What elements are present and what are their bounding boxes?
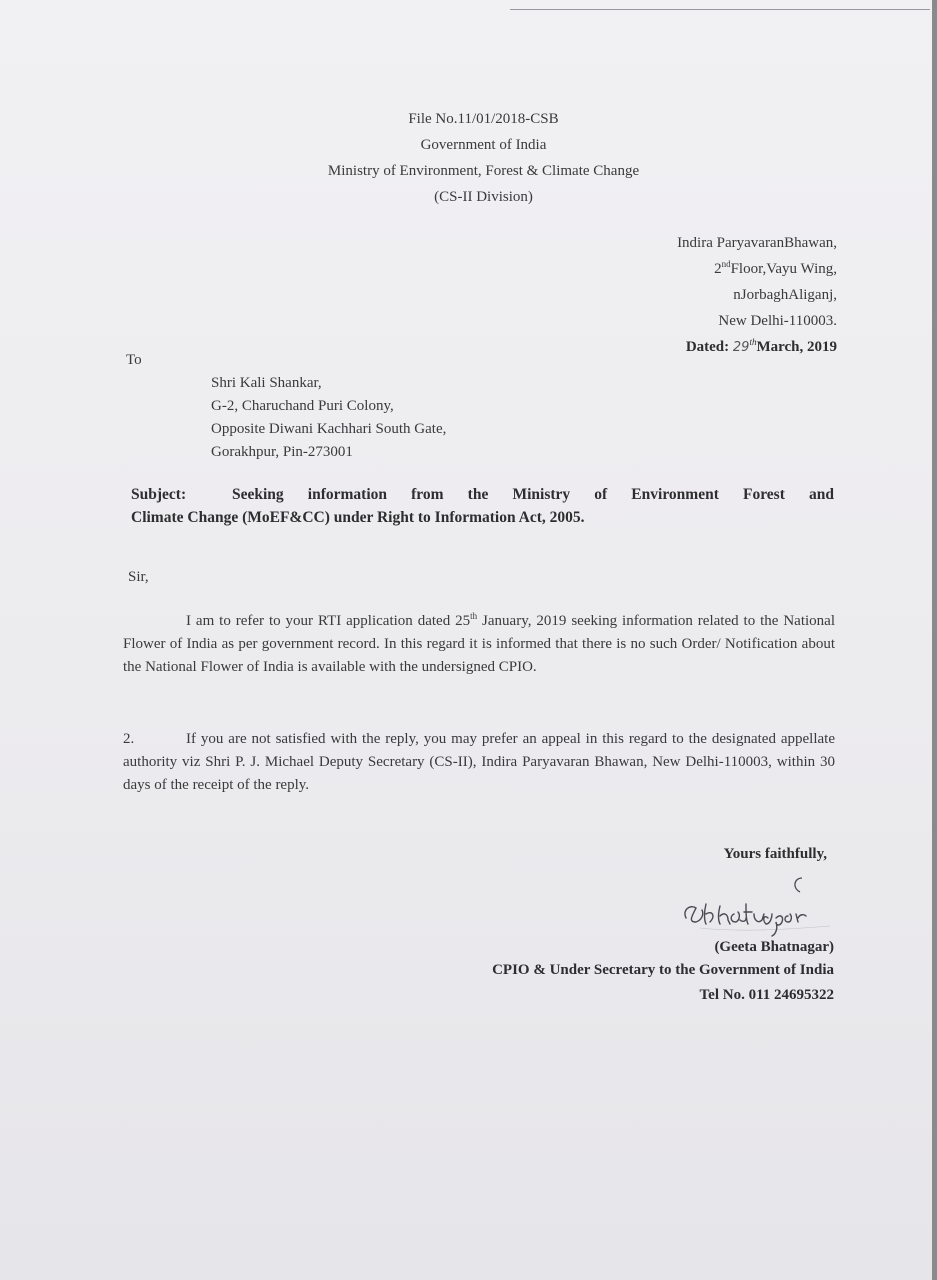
letter-header xyxy=(0,106,937,210)
paragraph-1 xyxy=(123,610,835,679)
file-number: File No.11/01/2018-CSB xyxy=(408,111,559,127)
signature xyxy=(680,870,850,940)
signatory-designation: CPIO & Under Secretary to the Government of India xyxy=(492,962,834,978)
para1-suffix: th xyxy=(470,611,478,621)
dated-label: Dated: xyxy=(685,339,730,355)
para1-text-b: January, 2019 seeking information related to the National Flower of India as per government record. In this regard it is informed that there is no such Order/ Notification about the National Flower of India is available with the undersigned CPIO. xyxy=(123,613,836,675)
address-line-1: Indira ParyavaranBhawan, xyxy=(677,235,837,251)
recipient-line-2: G-2, Charuchand Puri Colony, xyxy=(211,398,394,414)
dated-day: 29 xyxy=(732,340,750,355)
floor-number: 2 xyxy=(714,261,722,277)
subject-line-1: Seeking information from the Ministry of Environment Forest and xyxy=(232,486,834,503)
yours-faithfully: Yours faithfully, xyxy=(723,846,827,862)
government-line: Government of India xyxy=(420,137,547,153)
address-line-3: nJorbaghAliganj, xyxy=(733,287,837,303)
para2-number: 2. xyxy=(123,731,135,747)
recipient-name: Shri Kali Shankar, xyxy=(211,375,322,391)
floor-suffix: nd xyxy=(721,259,731,269)
dated-day-suffix: th xyxy=(749,337,757,347)
para1-text-a: I am to refer to your RTI application dated 25 xyxy=(186,613,471,629)
ministry-line: Ministry of Environment, Forest & Climate Change xyxy=(327,163,640,179)
dated-month-year: March, 2019 xyxy=(756,339,837,355)
para2-text: If you are not satisfied with the reply, you may prefer an appeal in this regard to the designated appellate authority viz Shri P. J. Michael Deputy Secretary (CS-II), Indira Paryavaran Bhawan, New Delhi-110003, within 30 days of the receipt of the reply. xyxy=(123,731,835,793)
paragraph-2 xyxy=(123,728,835,797)
sender-address xyxy=(677,230,837,361)
division-line: (CS-II Division) xyxy=(434,189,533,205)
recipient-line-4: Gorakhpur, Pin-273001 xyxy=(211,444,353,460)
address-line-2 xyxy=(677,256,837,282)
dated-line xyxy=(677,334,837,361)
signatory-name: (Geeta Bhatnagar) xyxy=(714,939,834,955)
scan-edge-line xyxy=(510,9,930,10)
subject-label: Subject: xyxy=(131,486,187,503)
to-label: To xyxy=(126,352,142,368)
floor-rest: Floor,Vayu Wing, xyxy=(730,261,837,277)
address-line-4: New Delhi-110003. xyxy=(718,313,837,329)
salutation: Sir, xyxy=(128,569,149,585)
recipient-address xyxy=(211,372,446,464)
recipient-line-3: Opposite Diwani Kachhari South Gate, xyxy=(211,421,447,437)
signatory-telephone: Tel No. 011 24695322 xyxy=(699,987,834,1003)
subject-line-2: Climate Change (MoEF&CC) under Right to Information Act, 2005. xyxy=(131,509,585,526)
